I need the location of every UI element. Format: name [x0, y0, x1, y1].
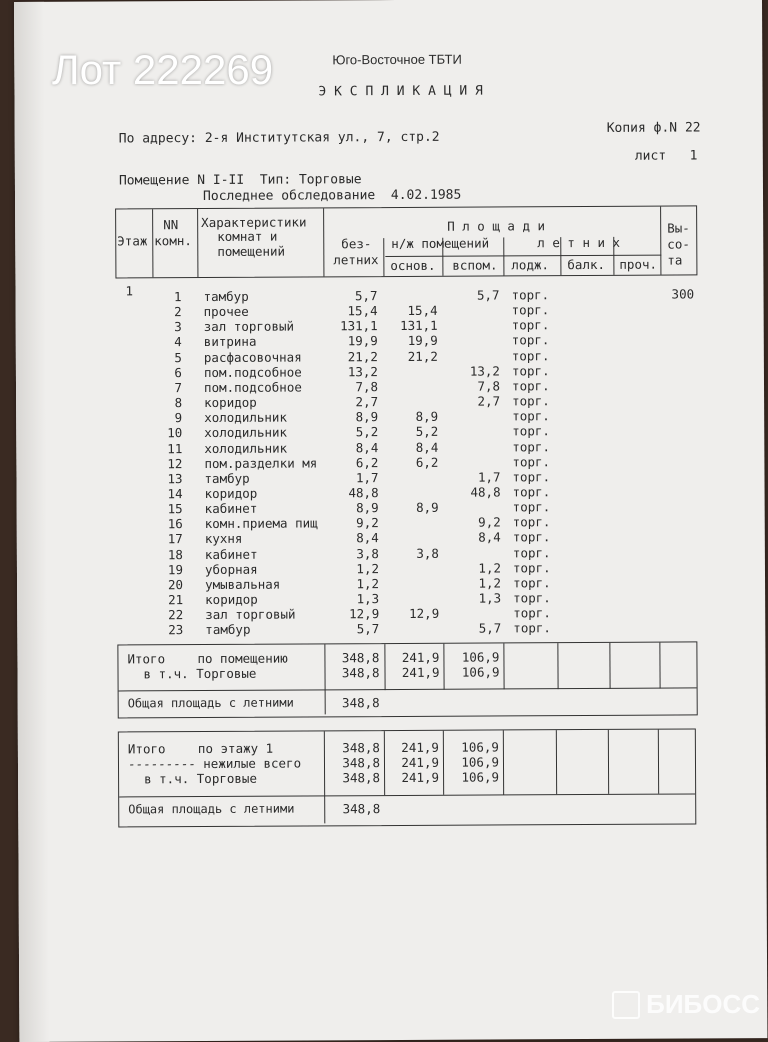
- col-floor: Этаж: [117, 233, 147, 248]
- col-nn: NN: [163, 217, 178, 232]
- row-number: 18: [159, 547, 183, 562]
- row-name: кабинет: [205, 500, 325, 516]
- col-char-3: помещений: [217, 244, 285, 259]
- col-height-2: со-: [667, 236, 690, 251]
- row-bez: 1,3: [327, 591, 379, 606]
- row-lodzh: торг.: [513, 560, 563, 575]
- row-bez: 13,2: [326, 364, 378, 379]
- row-bez: 5,7: [327, 621, 379, 636]
- row-number: 1: [158, 289, 182, 304]
- row-lodzh: торг.: [512, 317, 562, 332]
- row-name: комн.приема пищ: [205, 516, 325, 532]
- col-height-3: та: [667, 253, 682, 268]
- table-row: [14, 0, 762, 2]
- row-vsp: 1,2: [447, 575, 501, 590]
- row-name: коридор: [205, 591, 325, 607]
- row-bez: 9,2: [327, 515, 379, 530]
- row-number: 2: [158, 304, 182, 319]
- row-bez: 15,4: [326, 303, 378, 318]
- row-name: коридор: [205, 485, 325, 501]
- org-name: Юго-Восточное ТБТИ: [332, 52, 462, 68]
- row-lodzh: торг.: [512, 348, 562, 363]
- total2-vsp-3: 106,9: [445, 769, 499, 784]
- row-name: холодильник: [204, 440, 324, 456]
- row-number: 8: [158, 395, 182, 410]
- copy-form: Копия ф.N 22: [607, 120, 701, 135]
- row-lodzh: торг.: [512, 423, 562, 438]
- total2-label-2: --------- нежилые всего: [128, 756, 301, 772]
- total1-osn-2: 241,9: [385, 665, 439, 680]
- col-bez-2: летних: [333, 252, 378, 267]
- row-vsp: 1,7: [446, 469, 500, 484]
- col-areas: П л о щ а д и: [447, 218, 545, 234]
- row-lodzh: торг.: [513, 545, 563, 560]
- row-number: 3: [158, 319, 182, 334]
- table-row: [14, 0, 762, 2]
- total1-label-b: по помещению: [197, 651, 287, 666]
- row-vsp: 8,4: [447, 530, 501, 545]
- table-row: [14, 0, 762, 2]
- table-row: [14, 0, 762, 2]
- total2-label-3: в т.ч. Торговые: [144, 771, 257, 787]
- table-row: [14, 0, 762, 2]
- brand-watermark: [612, 989, 760, 1020]
- table-row: [14, 0, 762, 2]
- row-lodzh: торг.: [513, 499, 563, 514]
- row-number: 13: [158, 471, 182, 486]
- row-osn: 8,4: [386, 439, 438, 454]
- row-lodzh: торг.: [513, 620, 563, 635]
- row-name: витрина: [204, 334, 324, 350]
- row-bez: 8,9: [326, 409, 378, 424]
- col-proch: проч.: [619, 257, 657, 272]
- table-row: [14, 0, 762, 2]
- total2-vsp-2: 106,9: [445, 754, 499, 769]
- col-nn-room: комн.: [154, 233, 192, 248]
- row-bez: 1,7: [326, 470, 378, 485]
- row-lodzh: торг.: [513, 590, 563, 605]
- row-bez: 3,8: [327, 546, 379, 561]
- row-number: 6: [158, 365, 182, 380]
- row-number: 21: [159, 592, 183, 607]
- row-osn: 21,2: [386, 348, 438, 363]
- floor-value: 1: [125, 283, 133, 298]
- room-list: [14, 0, 762, 2]
- total2-osn-2: 241,9: [385, 755, 439, 770]
- row-bez: 5,7: [326, 288, 378, 303]
- total2-osn-3: 241,9: [385, 770, 439, 785]
- row-name: уборная: [205, 561, 325, 577]
- address: По адресу: 2-я Институтская ул., 7, стр.2: [119, 130, 440, 147]
- row-name: холодильник: [204, 410, 324, 426]
- total1-osn-1: 241,9: [385, 650, 439, 665]
- row-number: 16: [159, 516, 183, 531]
- document-page: [14, 0, 767, 1042]
- row-bez: 6,2: [326, 455, 378, 470]
- row-lodzh: торг.: [512, 454, 562, 469]
- total2-general-value: 348,8: [326, 801, 380, 816]
- row-bez: 131,1: [326, 318, 378, 333]
- total1-label-a: Итого: [127, 651, 165, 666]
- total2-label-a: Итого: [128, 741, 166, 756]
- row-vsp: 48,8: [447, 484, 501, 499]
- row-vsp: 1,2: [447, 560, 501, 575]
- row-name: расфасовочная: [204, 349, 324, 365]
- row-vsp: 5,7: [447, 621, 501, 636]
- row-lodzh: торг.: [513, 484, 563, 499]
- row-osn: 12,9: [387, 606, 439, 621]
- table-row: [14, 0, 762, 2]
- row-name: зал торговый: [204, 319, 324, 335]
- row-number: 11: [158, 441, 182, 456]
- total2-label-b: по этажу 1: [198, 741, 273, 756]
- row-name: тамбур: [204, 288, 324, 304]
- brand-logo-icon: [612, 991, 640, 1019]
- col-vspom: вспом.: [452, 257, 497, 272]
- total2-general-label: Общая площадь с летними: [128, 802, 294, 818]
- row-number: 20: [159, 577, 183, 592]
- table-row: [14, 0, 762, 2]
- row-number: 5: [158, 350, 182, 365]
- col-char-2: комнат и: [217, 229, 277, 244]
- row-name: пом.разделки мя: [204, 455, 324, 471]
- total2-bez-2: 348,8: [326, 755, 380, 770]
- row-osn: 131,1: [386, 318, 438, 333]
- table-row: [14, 0, 762, 2]
- row-number: 9: [158, 410, 182, 425]
- col-lodzh: лодж.: [511, 257, 549, 272]
- row-lodzh: торг.: [513, 514, 563, 529]
- row-vsp: 9,2: [447, 515, 501, 530]
- row-bez: 1,2: [327, 576, 379, 591]
- row-name: пом.подсобное: [204, 364, 324, 380]
- row-bez: 8,4: [326, 440, 378, 455]
- row-bez: 48,8: [327, 485, 379, 500]
- row-osn: 8,9: [386, 409, 438, 424]
- row-vsp: 13,2: [446, 363, 500, 378]
- row-number: 23: [159, 622, 183, 637]
- row-vsp: 1,3: [447, 590, 501, 605]
- row-bez: 21,2: [326, 349, 378, 364]
- row-lodzh: торг.: [512, 302, 562, 317]
- total2-vsp-1: 106,9: [445, 739, 499, 754]
- table-row: [14, 0, 762, 2]
- row-name: тамбур: [204, 470, 324, 486]
- table-row: [14, 0, 762, 2]
- row-bez: 1,2: [327, 561, 379, 576]
- row-name: кабинет: [205, 546, 325, 562]
- col-balk: балк.: [567, 257, 605, 272]
- table-row: [14, 0, 762, 2]
- row-osn: 15,4: [386, 303, 438, 318]
- row-number: 4: [158, 335, 182, 350]
- row-lodzh: торг.: [512, 439, 562, 454]
- table-row: [14, 0, 762, 2]
- row-lodzh: торг.: [513, 605, 563, 620]
- total2-bez-1: 348,8: [326, 740, 380, 755]
- total1-general-label: Общая площадь с летними: [128, 696, 294, 712]
- row-osn: 5,2: [386, 424, 438, 439]
- row-bez: 2,7: [326, 394, 378, 409]
- lot-watermark: Лот 222269: [52, 46, 273, 94]
- row-name: холодильник: [204, 425, 324, 441]
- row-bez: 7,8: [326, 379, 378, 394]
- premises-type: Помещение N I-II Тип: Торговые: [119, 172, 362, 188]
- row-lodzh: торг.: [512, 393, 562, 408]
- row-name: умывальная: [205, 576, 325, 592]
- table-row: [14, 0, 762, 2]
- row-lodzh: торг.: [512, 333, 562, 348]
- table-row: [14, 0, 762, 2]
- row-name: кухня: [205, 531, 325, 547]
- table-row: [14, 0, 762, 2]
- row-osn: 6,2: [386, 454, 438, 469]
- total1-general-value: 348,8: [326, 695, 380, 710]
- total1-bez-1: 348,8: [325, 650, 379, 665]
- sheet-number: лист 1: [635, 148, 698, 163]
- row-vsp: 7,8: [446, 378, 500, 393]
- row-osn: 19,9: [386, 333, 438, 348]
- row-bez: 12,9: [327, 606, 379, 621]
- total1-bez-2: 348,8: [325, 665, 379, 680]
- height-value: 300: [671, 286, 694, 301]
- total1-vsp-2: 106,9: [445, 664, 499, 679]
- row-number: 12: [158, 456, 182, 471]
- total1-vsp-1: 106,9: [445, 649, 499, 664]
- row-number: 7: [158, 380, 182, 395]
- row-lodzh: торг.: [513, 575, 563, 590]
- row-number: 15: [159, 501, 183, 516]
- row-bez: 8,9: [327, 500, 379, 515]
- row-vsp: 2,7: [446, 394, 500, 409]
- row-lodzh: торг.: [513, 530, 563, 545]
- row-lodzh: торг.: [512, 378, 562, 393]
- table-row: [14, 0, 762, 2]
- col-char-1: Характеристики: [201, 214, 306, 230]
- row-osn: 3,8: [387, 545, 439, 560]
- row-number: 22: [159, 607, 183, 622]
- table-row: [14, 0, 762, 2]
- row-lodzh: торг.: [512, 408, 562, 423]
- row-number: 14: [159, 486, 183, 501]
- row-lodzh: торг.: [512, 287, 562, 302]
- total2-osn-1: 241,9: [385, 740, 439, 755]
- row-bez: 5,2: [326, 424, 378, 439]
- row-number: 19: [159, 562, 183, 577]
- row-name: зал торговый: [205, 607, 325, 623]
- row-name: тамбур: [205, 622, 325, 638]
- row-lodzh: торг.: [512, 363, 562, 378]
- row-name: коридор: [204, 394, 324, 410]
- col-height-1: Вы-: [667, 220, 690, 235]
- total2-bez-3: 348,8: [326, 770, 380, 785]
- row-vsp: 5,7: [446, 287, 500, 302]
- row-lodzh: торг.: [512, 469, 562, 484]
- row-name: пом.подсобное: [204, 379, 324, 395]
- total1-label-2: в т.ч. Торговые: [143, 666, 256, 682]
- row-bez: 19,9: [326, 334, 378, 349]
- row-name: прочее: [204, 304, 324, 320]
- row-osn: 8,9: [387, 500, 439, 515]
- col-nzh: н/ж помещений: [391, 236, 489, 252]
- row-number: 17: [159, 532, 183, 547]
- row-number: 10: [158, 425, 182, 440]
- document-title: Э К С П Л И К А Ц И Я: [318, 84, 482, 100]
- table-row: [14, 0, 762, 2]
- table-row: [14, 0, 762, 2]
- col-summer: л е т н и х: [537, 235, 620, 250]
- col-osn: основ.: [390, 258, 435, 273]
- brand-name: БИБОСС: [646, 989, 760, 1020]
- col-bez-1: без-: [341, 236, 371, 251]
- row-bez: 8,4: [327, 530, 379, 545]
- table-row: [14, 0, 762, 2]
- table-row: [14, 0, 762, 2]
- survey-date: Последнее обследование 4.02.1985: [203, 188, 461, 204]
